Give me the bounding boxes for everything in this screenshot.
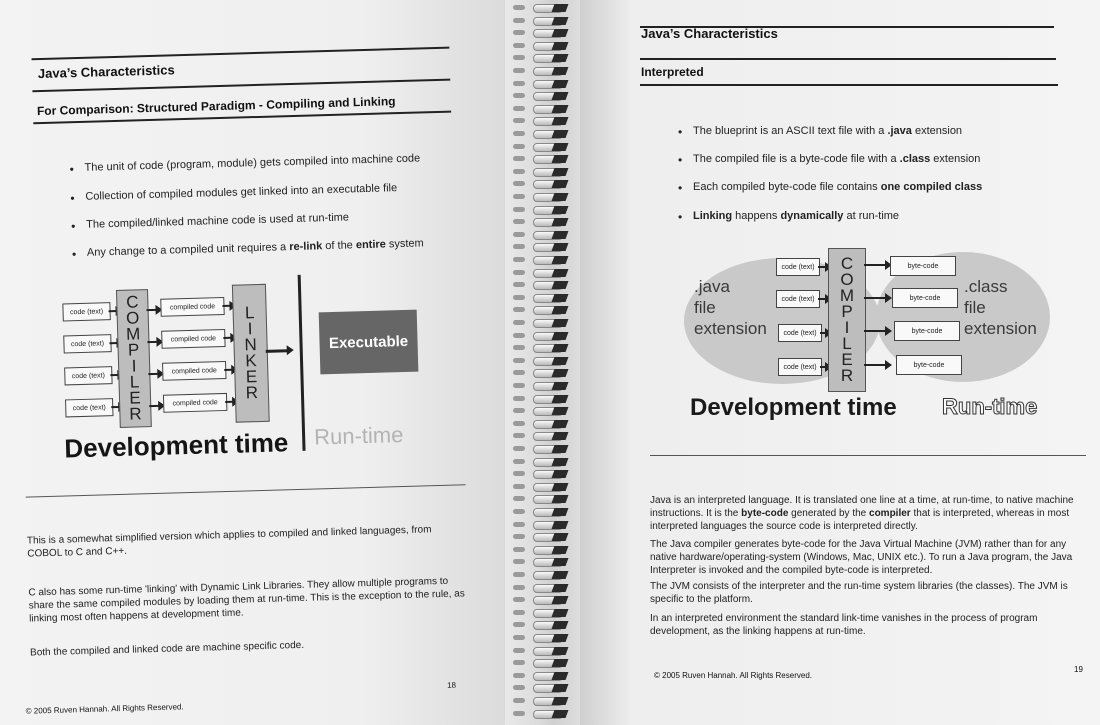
coil-tail (513, 446, 525, 451)
spiral-coil (513, 306, 575, 314)
arrow (864, 297, 886, 299)
compiled-code-box-1: compiled code (160, 297, 224, 317)
coil-tail (513, 547, 525, 552)
spiral-coil (513, 54, 575, 62)
run-time-label: Run-time (313, 422, 404, 450)
coil-hole (552, 684, 569, 692)
coil-hole (552, 344, 569, 352)
paragraph-2: The Java compiler generates byte-code for the Java Virtual Machine (JVM) rather than for any native hardware/operating-system (Windows, Mac, UNIX etc.). To run a Java program, the Java Interpreter is invoked and the compiled byte-code is interpreted. (650, 539, 1073, 576)
left-page-content (0, 0, 530, 725)
coil-tail (513, 295, 525, 300)
dev-run-divider (298, 275, 306, 451)
coil-tail (513, 282, 525, 287)
spiral-coil (513, 42, 575, 50)
coil-tail (513, 93, 525, 98)
coil-tail (513, 169, 525, 174)
coil-tail (513, 572, 525, 577)
left-page (0, 0, 520, 725)
coil-hole (552, 256, 569, 264)
arrow (109, 342, 117, 344)
code-text-box-2: code (text) (776, 290, 820, 308)
header-bottom-rule (640, 58, 1056, 60)
bullet-4: • Linking happens dynamically at run-time (693, 210, 899, 222)
spiral-coil (513, 105, 575, 113)
spiral-coil (513, 80, 575, 88)
coil-tail (513, 635, 525, 640)
coil-tail (513, 509, 525, 514)
coil-tail (513, 55, 525, 60)
spiral-coil (513, 508, 575, 516)
coil-tail (513, 18, 525, 23)
coil-tail (513, 81, 525, 86)
spiral-coil (513, 584, 575, 592)
arrow (147, 341, 157, 343)
coil-hole (552, 180, 569, 188)
byte-code-box-1: byte-code (890, 256, 956, 276)
coil-hole (552, 294, 569, 302)
right-page (580, 0, 1100, 725)
coil-hole (552, 621, 569, 629)
coil-tail (513, 131, 525, 136)
paragraph-1: Java is an interpreted language. It is translated one line at a time, at run-time, to native machine instructions. It is the byte-code generated by the compiler that is interpreted, whereas in most interpreted languages the source code is interpreted directly. (650, 495, 1074, 532)
coil-hole (552, 369, 569, 377)
coil-hole (552, 168, 569, 176)
executable-box: Executable (319, 310, 419, 375)
spiral-coil (513, 634, 575, 642)
coil-hole (552, 382, 569, 390)
spiral-coil (513, 357, 575, 365)
coil-tail (513, 383, 525, 388)
code-text-box-4: code (text) (778, 358, 822, 376)
spiral-coil (513, 231, 575, 239)
coil-tail (513, 333, 525, 338)
coil-hole (552, 54, 569, 62)
coil-hole (552, 130, 569, 138)
spiral-coil (513, 218, 575, 226)
coil-hole (552, 395, 569, 403)
code-text-box-3: code (text) (778, 324, 822, 342)
coil-tail (513, 320, 525, 325)
coil-tail (513, 421, 525, 426)
coil-hole (552, 458, 569, 466)
coil-hole (552, 697, 569, 705)
coil-tail (513, 345, 525, 350)
coil-hole (552, 508, 569, 516)
spiral-coil (513, 470, 575, 478)
arrow (223, 337, 231, 339)
coil-hole (552, 710, 569, 718)
coil-hole (552, 647, 569, 655)
spiral-coil (513, 558, 575, 566)
run-time-label: Run-time (942, 394, 1038, 419)
coil-hole (552, 281, 569, 289)
spiral-coil (513, 697, 575, 705)
coil-tail (513, 660, 525, 665)
coil-tail (513, 370, 525, 375)
spiral-coil (513, 672, 575, 680)
spiral-coil (513, 206, 575, 214)
spiral-coil (513, 495, 575, 503)
coil-hole (552, 92, 569, 100)
note-paragraph-1: This is a somewhat simplified version which applies to compiled and linked languages, from COBOL to C and C++. (26, 524, 432, 560)
coil-tail (513, 597, 525, 602)
code-text-box-2: code (text) (63, 334, 111, 353)
right-page-content (580, 0, 1100, 725)
coil-hole (552, 357, 569, 365)
byte-code-box-4: byte-code (896, 355, 962, 375)
compiled-code-box-2: compiled code (161, 329, 225, 349)
coil-hole (552, 596, 569, 604)
page-header: Java’s Characteristics (641, 26, 778, 41)
compiled-code-box-3: compiled code (162, 361, 226, 381)
header-bottom-rule (32, 79, 450, 93)
coil-tail (513, 181, 525, 186)
coil-hole (552, 420, 569, 428)
spiral-coil (513, 483, 575, 491)
spiral-coil (513, 432, 575, 440)
coil-hole (552, 193, 569, 201)
bullet-3: • The compiled/linked machine code is used at run-time (86, 211, 349, 230)
coil-hole (552, 483, 569, 491)
spiral-coil (513, 319, 575, 327)
coil-tail (513, 194, 525, 199)
spiral-coil (513, 382, 575, 390)
bullet-4: • Any change to a compiled unit requires a re-link of the entire system (87, 237, 424, 258)
coil-tail (513, 484, 525, 489)
coil-hole (552, 42, 569, 50)
page-header: Java’s Characteristics (37, 62, 175, 82)
arrow (111, 406, 119, 408)
byte-code-box-3: byte-code (894, 321, 960, 341)
coil-tail (513, 673, 525, 678)
java-file-extension-label: .java file extension (694, 277, 767, 338)
coil-tail (513, 106, 525, 111)
bullet-2: • Collection of compiled modules get linked into an executable file (85, 182, 397, 203)
spiral-coil (513, 684, 575, 692)
coil-tail (513, 244, 525, 249)
coil-tail (513, 610, 525, 615)
coil-hole (552, 206, 569, 214)
arrow (818, 298, 826, 300)
spiral-coil (513, 458, 575, 466)
code-text-box-4: code (text) (65, 398, 113, 417)
coil-hole (552, 306, 569, 314)
spiral-coil (513, 294, 575, 302)
coil-hole (552, 218, 569, 226)
coil-tail (513, 622, 525, 627)
coil-tail (513, 5, 525, 10)
divider-rule (26, 484, 466, 497)
spiral-coil (513, 243, 575, 251)
arrow (148, 373, 158, 375)
coil-tail (513, 685, 525, 690)
arrow (222, 305, 230, 307)
coil-tail (513, 559, 525, 564)
spiral-coil (513, 445, 575, 453)
coil-tail (513, 232, 525, 237)
section-subheader: For Comparison: Structured Paradigm - Compiling and Linking (36, 94, 396, 119)
coil-hole (552, 80, 569, 88)
spiral-coil (513, 571, 575, 579)
spiral-coil (513, 521, 575, 529)
spiral-coil (513, 332, 575, 340)
coil-hole (552, 407, 569, 415)
spiral-coil (513, 67, 575, 75)
spiral-coil (513, 420, 575, 428)
coil-tail (513, 408, 525, 413)
coil-hole (552, 17, 569, 25)
spiral-coil (513, 193, 575, 201)
coil-tail (513, 522, 525, 527)
spiral-coil (513, 17, 575, 25)
coil-hole (552, 29, 569, 37)
spiral-coil (513, 395, 575, 403)
linker-block: L I N K E R (232, 284, 270, 423)
spiral-coil (513, 256, 575, 264)
spiral-coil (513, 269, 575, 277)
coil-tail (513, 534, 525, 539)
spiral-coil (513, 155, 575, 163)
note-paragraph-2: C also has some run-time 'linking' with Dynamic Link Libraries. They allow multiple programs to share the same compiled modules by loading them at run-time. This is the exception to the rule, as linking most often happens at development time. (28, 575, 465, 625)
spiral-coil (513, 117, 575, 125)
copyright: © 2005 Ruven Hannah. All Rights Reserved. (25, 702, 184, 716)
paragraph-4: In an interpreted environment the standard link-time vanishes in the process of program development, as the linking happens at run-time. (650, 613, 1038, 637)
spiral-coil (513, 407, 575, 415)
header-top-rule (31, 47, 449, 61)
copyright: © 2005 Ruven Hannah. All Rights Reserved. (654, 671, 812, 680)
spiral-coil (513, 533, 575, 541)
compiler-block: C O M P I L E R (116, 289, 152, 428)
coil-tail (513, 459, 525, 464)
compiler-block: C O M P I L E R (828, 248, 866, 392)
coil-tail (513, 207, 525, 212)
paragraph-3: The JVM consists of the interpreter and the run-time system libraries (the classes). The JVM is specific to the platform. (650, 581, 1068, 605)
coil-tail (513, 711, 525, 716)
development-time-label: Development time (690, 394, 897, 421)
spiral-coil (513, 609, 575, 617)
coil-tail (513, 698, 525, 703)
divider-rule (650, 455, 1086, 456)
coil-hole (552, 672, 569, 680)
spiral-coil (513, 4, 575, 12)
coil-hole (552, 470, 569, 478)
coil-hole (552, 521, 569, 529)
subheader-rule (640, 84, 1058, 86)
class-file-extension-label: .class file extension (964, 277, 1037, 338)
code-text-box-1: code (text) (776, 258, 820, 276)
coil-hole (552, 105, 569, 113)
spiral-coil (513, 344, 575, 352)
spiral-coil (513, 546, 575, 554)
section-subheader: Interpreted (641, 65, 704, 79)
spiral-coil (513, 29, 575, 37)
arrow (818, 266, 826, 268)
spiral-coil (513, 168, 575, 176)
coil-tail (513, 68, 525, 73)
coil-hole (552, 432, 569, 440)
coil-hole (552, 495, 569, 503)
coil-tail (513, 307, 525, 312)
arrow (224, 369, 232, 371)
coil-hole (552, 659, 569, 667)
arrow (147, 309, 157, 311)
coil-hole (552, 445, 569, 453)
compiled-code-box-4: compiled code (163, 393, 227, 413)
coil-tail (513, 358, 525, 363)
coil-tail (513, 471, 525, 476)
spiral-coil (513, 143, 575, 151)
arrow (864, 330, 886, 332)
coil-hole (552, 319, 569, 327)
arrow (109, 310, 117, 312)
development-time-label: Development time (63, 427, 289, 464)
byte-code-box-2: byte-code (892, 288, 958, 308)
arrow (820, 332, 826, 334)
spiral-coil (513, 710, 575, 718)
coil-hole (552, 571, 569, 579)
coil-tail (513, 219, 525, 224)
coil-hole (552, 231, 569, 239)
coil-tail (513, 30, 525, 35)
spiral-coil (513, 180, 575, 188)
bullet-2: • The compiled file is a byte-code file with a .class extension (693, 153, 980, 165)
coil-tail (513, 496, 525, 501)
coil-tail (513, 396, 525, 401)
spiral-coil (513, 647, 575, 655)
coil-hole (552, 4, 569, 12)
coil-hole (552, 332, 569, 340)
coil-tail (513, 270, 525, 275)
arrow (864, 364, 886, 366)
page-number: 18 (447, 680, 457, 690)
arrow (820, 366, 826, 368)
spiral-binding (505, 0, 585, 725)
note-paragraph-3: Both the compiled and linked code are machine specific code. (29, 639, 305, 659)
coil-hole (552, 546, 569, 554)
coil-hole (552, 269, 569, 277)
coil-hole (552, 609, 569, 617)
coil-tail (513, 433, 525, 438)
spiral-coil (513, 281, 575, 289)
arrow (864, 264, 886, 266)
coil-tail (513, 118, 525, 123)
code-text-box-1: code (text) (62, 302, 110, 321)
coil-hole (552, 558, 569, 566)
coil-tail (513, 144, 525, 149)
spiral-coil (513, 130, 575, 138)
coil-tail (513, 156, 525, 161)
coil-hole (552, 243, 569, 251)
coil-tail (513, 43, 525, 48)
spiral-coil (513, 92, 575, 100)
bullet-3: • Each compiled byte-code file contains one compiled class (693, 181, 982, 193)
bullet-1: • The blueprint is an ASCII text file with a .java extension (693, 125, 962, 137)
coil-hole (552, 143, 569, 151)
arrow (110, 374, 118, 376)
spiral-coil (513, 369, 575, 377)
page-number: 19 (1074, 665, 1083, 674)
coil-tail (513, 648, 525, 653)
coil-hole (552, 634, 569, 642)
coil-hole (552, 67, 569, 75)
spiral-coil (513, 621, 575, 629)
coil-tail (513, 257, 525, 262)
arrow (149, 405, 159, 407)
coil-tail (513, 585, 525, 590)
coil-hole (552, 584, 569, 592)
coil-hole (552, 117, 569, 125)
linker-output-arrow (266, 349, 288, 353)
coil-hole (552, 155, 569, 163)
code-text-box-3: code (text) (64, 366, 112, 385)
coil-hole (552, 533, 569, 541)
spiral-coil (513, 596, 575, 604)
bullet-1: • The unit of code (program, module) gets compiled into machine code (84, 152, 420, 173)
arrow (225, 401, 233, 403)
spiral-coil (513, 659, 575, 667)
